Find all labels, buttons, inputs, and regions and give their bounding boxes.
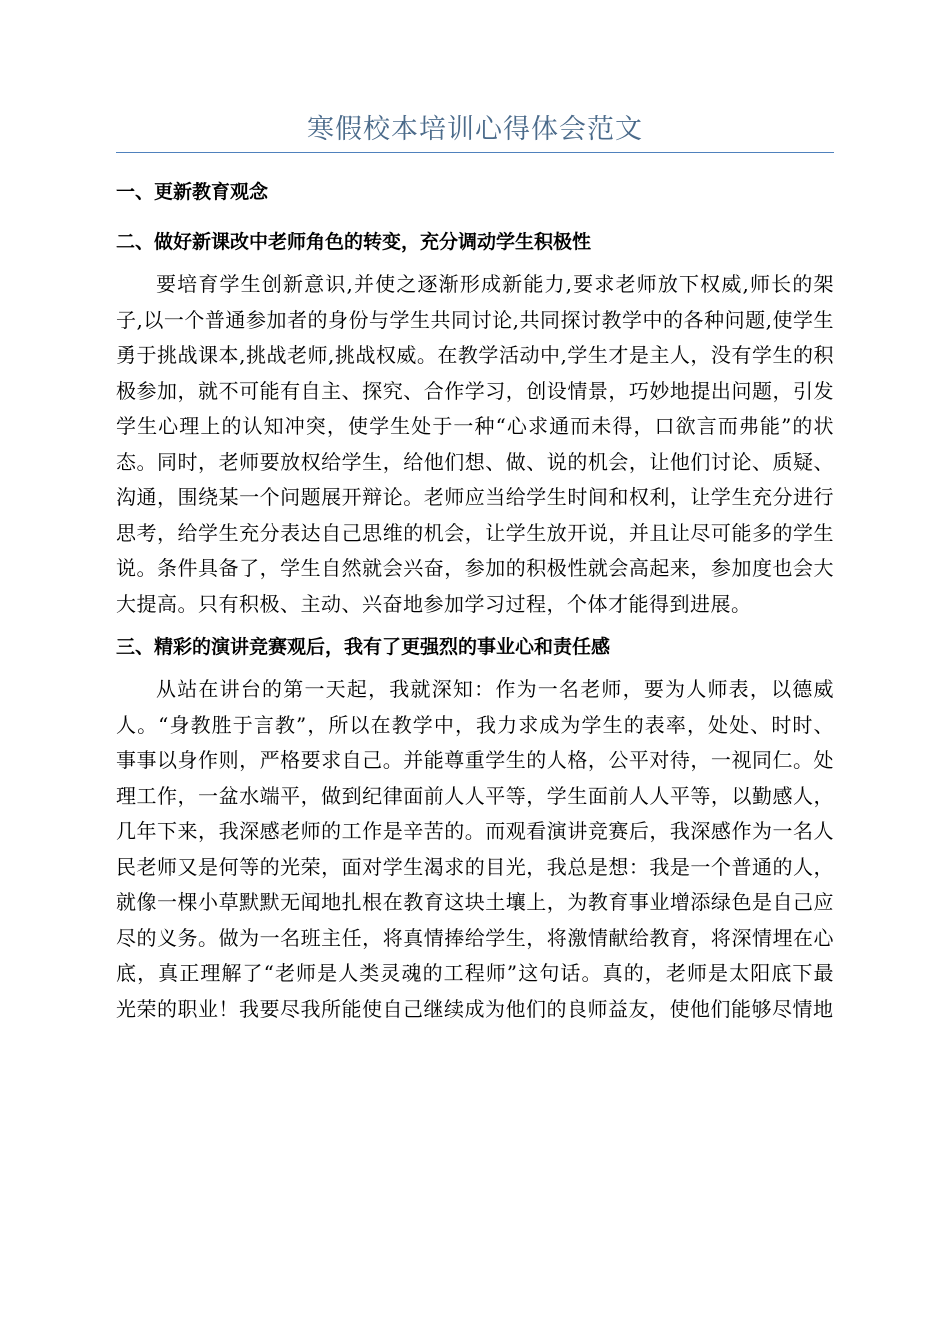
section-heading-1: 一、更新教育观念 <box>116 181 269 203</box>
section-paragraph-3: 从站在讲台的第一天起，我就深知：作为一名老师，要为人师表，以德威人。“身教胜于言教”，所以在教学中，我力求成为学生的表率，处处、时时、事事以身作则，严格要求自己。并能尊重学生的人格，公平对待，一视同仁。处理工作，一盆水端平，做到纪律面前人人平等，学生面前人人平等，以勤感人，几年下来，我深感老师的工作是辛苦的。而观看演讲竞赛后，我深感作为一名人民老师又是何等的光荣，面对学生渴求的目光，我总是想：我是一个普通的人，就像一棵小草默默无闻地扎根在教育这块土壤上，为教育事业增添绿色是自己应尽的义务。做为一名班主任，将真情捧给学生，将激情献给教育，将深情埋在心底，真正理解了“老师是人类灵魂的工程师”这句话。真的，老师是太阳底下最光荣的职业！我要尽我所能使自己继续成为他们的良师益友，使他们能够尽情地 <box>116 677 834 1021</box>
title-underline <box>116 152 834 153</box>
section-heading-3: 三、精彩的演讲竞赛观后，我有了更强烈的事业心和责任感 <box>116 636 611 658</box>
section-paragraph-2: 要培育学生创新意识,并使之逐渐形成新能力,要求老师放下权威,师长的架子,以一个普通参加者的身份与学生共同讨论,共同探讨教学中的各种问题,使学生勇于挑战课本,挑战老师,挑战权威。在教学活动中,学生才是主人，没有学生的积极参加，就不可能有自主、探究、合作学习，创设情景，巧妙地提出问题，引发学生心理上的认知冲突，使学生处于一种“心求通而未得，口欲言而弗能”的状态。同时，老师要放权给学生，给他们想、做、说的机会，让他们讨论、质疑、沟通，围绕某一个问题展开辩论。老师应当给学生时间和权利，让学生充分进行思考，给学生充分表达自己思维的机会，让学生放开说，并且让尽可能多的学生说。条件具备了，学生自然就会兴奋，参加的积极性就会高起来，参加度也会大大提高。只有积极、主动、兴奋地参加学习过程，个体才能得到进展。 <box>116 272 834 616</box>
section-heading-2: 二、做好新课改中老师角色的转变，充分调动学生积极性 <box>116 231 592 253</box>
document-body <box>116 110 834 1035</box>
document-title: 寒假校本培训心得体会范文 <box>307 114 643 145</box>
